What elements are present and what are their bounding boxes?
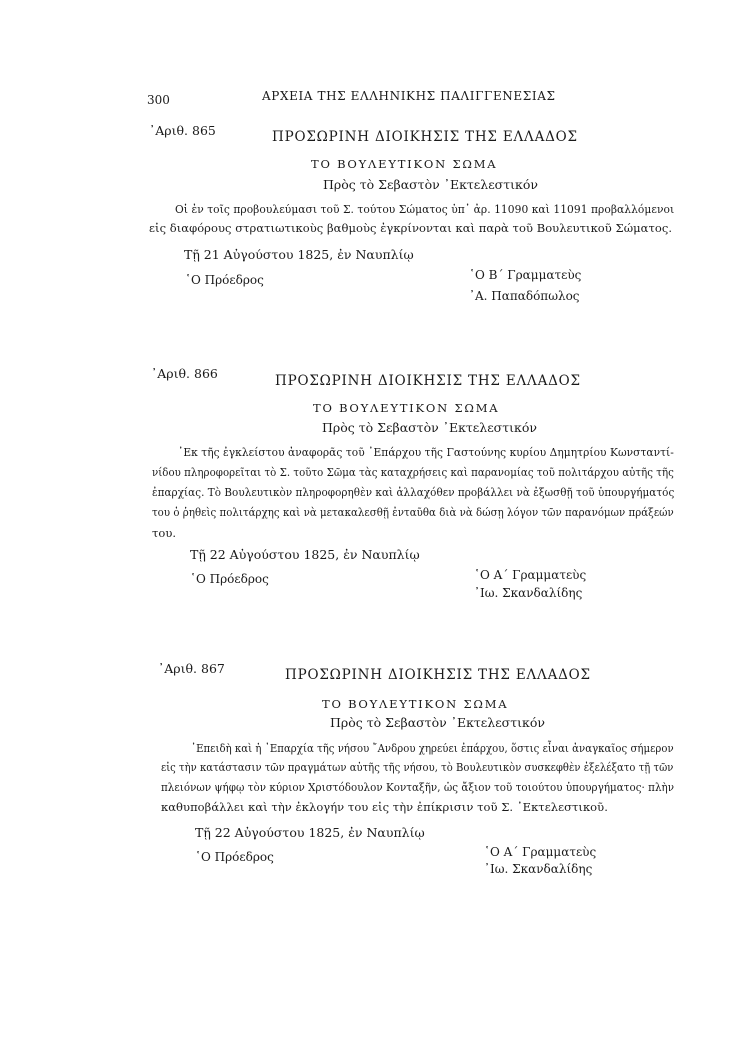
text-line: εἰς διαφόρους στρατιωτικοὺς βαθμοὺς ἐγκρίνονται καὶ παρὰ τοῦ Βουλευτικοῦ Σώματος. [149,221,673,235]
document-date: Τῇ 22 Αὐγούστου 1825, ἐν Ναυπλίῳ [195,825,425,840]
text-line: ᾽Επειδὴ καὶ ἡ ᾽Επαρχία τῆς νήσου ῎Ανδρου χηρεύει ἐπάρχου, ὅστις εἶναι ἀναγκαῖος σήμερον [191,741,674,755]
running-head: ΑΡΧΕΙΑ ΤΗΣ ΕΛΛΗΝΙΚΗΣ ΠΑΛΙΓΓΕΝΕΣΙΑΣ [262,89,556,103]
text-line: καθυποβάλλει καὶ τὴν ἐκλογήν του εἰς τὴν ἐπίκρισιν τοῦ Σ. ᾽Εκτελεστικοῦ. [161,800,608,814]
president-signature: ῾Ο Πρόεδρος [195,850,274,864]
document-body-title: ΤΟ ΒΟΥΛΕΥΤΙΚΟΝ ΣΩΜΑ [322,697,509,711]
text-line: πλειόνων ψήφῳ τὸν κύριον Χριστόδουλον Κονταξῆν, ὡς ἄξιον τοῦ τοιούτου ὑπουργήματος· πλὴν [161,780,675,794]
document-number: ᾽Αριθ. 867 [158,661,225,676]
document-body-title: ΤΟ ΒΟΥΛΕΥΤΙΚΟΝ ΣΩΜΑ [311,157,498,171]
document-date: Τῇ 21 Αὐγούστου 1825, ἐν Ναυπλίῳ [184,247,414,262]
document-header: ΠΡΟΣΩΡΙΝΗ ΔΙΟΙΚΗΣΙΣ ΤΗΣ ΕΛΛΑΔΟΣ [272,129,578,145]
secretary-title: ῾Ο Β΄ Γραμματεὺς [469,268,582,282]
document-body-title: ΤΟ ΒΟΥΛΕΥΤΙΚΟΝ ΣΩΜΑ [313,401,500,415]
president-signature: ῾Ο Πρόεδρος [185,273,264,287]
text-line: του. [152,526,177,540]
secretary-title: ῾Ο Α΄ Γραμματεὺς [474,568,587,582]
secretary-name: ᾽Α. Παπαδόπωλος [469,289,580,303]
text-line: ᾽Εκ τῆς ἐγκλείστου ἀναφορᾶς τοῦ ᾽Επάρχου τῆς Γαστούνης κυρίου Δημητρίου Κωνσταντί- [178,445,674,459]
president-signature: ῾Ο Πρόεδρος [190,572,269,586]
document-number: ᾽Αριθ. 865 [149,123,216,138]
document-header: ΠΡΟΣΩΡΙΝΗ ΔΙΟΙΚΗΣΙΣ ΤΗΣ ΕΛΛΑΔΟΣ [285,667,591,683]
text-line: νίδου πληροφορεῖται τὸ Σ. τοῦτο Σῶμα τὰς καταχρήσεις καὶ παρανομίας τοῦ πολιτάρχου αὐτῆς τῆς [152,465,674,479]
secretary-name: ᾽Ιω. Σκανδαλίδης [474,586,583,600]
secretary-title: ῾Ο Α΄ Γραμματεὺς [484,845,597,859]
text-line: ἐπαρχίας. Τὸ Βουλευτικὸν πληροφορηθὲν καὶ ἀλλαχόθεν προβάλλει νὰ ἐξωσθῇ τοῦ ὑπουργήματός [152,485,675,499]
document-header: ΠΡΟΣΩΡΙΝΗ ΔΙΟΙΚΗΣΙΣ ΤΗΣ ΕΛΛΑΔΟΣ [275,373,581,389]
page-number: 300 [147,93,170,107]
text-line: Οἱ ἐν τοῖς προβουλεύμασι τοῦ Σ. τούτου Σώματος ὑπ᾽ ἀρ. 11090 καὶ 11091 προβαλλόμενοι [175,202,675,216]
text-line: του ὁ ῥηθεὶς πολιτάρχης καὶ νὰ μετακαλεσθῇ ἐνταῦθα διὰ νὰ δώσῃ λόγον τῶν παρανόμων πράξεών [152,505,674,519]
document-addressee: Πρὸς τὸ Σεβαστὸν ᾽Εκτελεστικόν [330,715,545,730]
document-addressee: Πρὸς τὸ Σεβαστὸν ᾽Εκτελεστικόν [323,177,538,192]
text-line: εἰς τὴν κατάστασιν τῶν πραγμάτων αὐτῆς τῆς νήσου, τὸ Βουλευτικὸν συσκεφθὲν ἐξελέξατο τῇ τῶν [161,760,674,774]
document-number: ᾽Αριθ. 866 [151,366,218,381]
secretary-name: ᾽Ιω. Σκανδαλίδης [484,862,593,876]
document-addressee: Πρὸς τὸ Σεβαστὸν ᾽Εκτελεστικόν [322,420,537,435]
document-date: Τῇ 22 Αὐγούστου 1825, ἐν Ναυπλίῳ [190,547,420,562]
